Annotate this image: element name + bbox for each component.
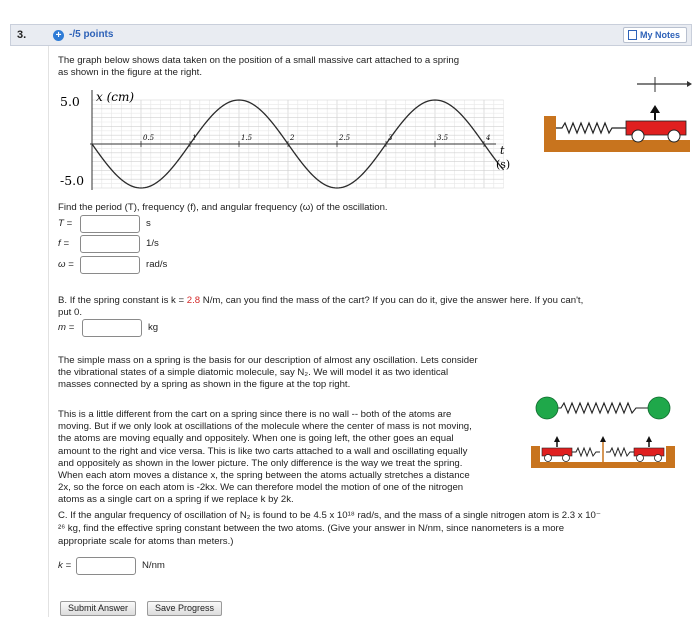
para2-line-1: The simple mass on a spring is the basis for our description of almost any oscillation. Lets consider	[58, 355, 478, 366]
answer-row-frequency	[58, 235, 258, 253]
partB-line-2: put 0.	[58, 307, 83, 318]
intro-line-1: The graph below shows data taken on the position of a small massive cart attached to a spring	[58, 55, 460, 66]
question-number: 3.	[17, 29, 27, 41]
angular-frequency-label: ω =	[58, 259, 74, 270]
right-spring	[606, 448, 634, 456]
y-bottom-label: -5.0	[60, 173, 85, 188]
position-time-graph	[56, 86, 516, 196]
spring-constant-unit: N/nm	[142, 560, 165, 571]
question-header	[10, 24, 692, 46]
para3-line: 2x, so the force on each atom is -2kx. We can therefore model the motion of one of the nitrogen	[58, 482, 464, 494]
x-tick-label: 2.5	[339, 134, 351, 142]
x-tick-label: 4	[486, 134, 491, 142]
partB-text-pre: B. If the spring constant is k =	[58, 295, 187, 306]
points-label: -/5 points	[69, 29, 114, 40]
mass-input[interactable]	[82, 319, 142, 337]
save-progress-button[interactable]: Save Progress	[147, 601, 222, 616]
x-axis-label: t	[500, 144, 505, 157]
angular-frequency-input[interactable]	[80, 256, 140, 274]
atom-right	[648, 397, 670, 419]
para3-line: and oppositely as shown in the lower picture. The only difference is the way we treat the spring.	[58, 457, 463, 469]
frequency-unit: 1/s	[146, 238, 159, 249]
submit-answer-button[interactable]: Submit Answer	[60, 601, 136, 616]
y-axis-label: x (cm)	[96, 90, 135, 104]
content-divider	[48, 46, 49, 617]
partC-line-2: ²⁶ kg, find the effective spring constant between the two atoms. (Give your answer in N/nm, since nanometers is a more	[58, 523, 565, 534]
x-axis-unit: (s)	[496, 158, 511, 171]
cart-wheel-right	[668, 130, 680, 142]
para3-line: the atoms are moving equally and oppositely. When one is going left, the other goes an equal	[58, 433, 454, 445]
frequency-label: f =	[58, 238, 69, 249]
para3-line: When each atom moves a distance x, the spring between the atoms actually stretches a distance	[58, 470, 470, 481]
partB-line-1	[58, 295, 583, 308]
para2-line-2: the vibrational states of a simple diatomic molecule, say N₂. We will model it as two identical	[58, 367, 449, 378]
period-unit: s	[146, 218, 151, 229]
para2-line-3: masses connected by a spring as shown in the figure at the top right.	[58, 379, 351, 390]
right-cart-arrow-icon	[646, 436, 652, 442]
partA-prompt: Find the period (T), frequency (f), and angular frequency (ω) of the oscillation.	[58, 202, 388, 213]
partB-text-post: N/m, can you find the mass of the cart? If you can do it, give the answer here. If you can't,	[200, 295, 584, 306]
x-tick-label: 0.5	[143, 134, 155, 142]
partC-line-3: appropriate scale for atoms than meters.)	[58, 536, 234, 547]
left-cart-arrow-icon	[554, 436, 560, 442]
spring-constant-input[interactable]	[76, 557, 136, 575]
atom-left	[536, 397, 558, 419]
my-notes-button[interactable]	[623, 27, 687, 43]
para3-line: This is a little different from the cart on a spring since there is no wall -- both of the atoms are	[58, 409, 452, 420]
cart-wheel-left	[632, 130, 644, 142]
diatomic-molecule-figure	[528, 392, 678, 472]
mass-label: m =	[58, 322, 75, 333]
y-top-label: 5.0	[60, 94, 80, 109]
molecule-spring	[556, 403, 650, 413]
para3-line: atoms as a single cart on a spring if we replace k by 2k.	[58, 494, 294, 506]
spring-constant-label: k =	[58, 560, 72, 571]
answer-row-spring-constant	[58, 557, 258, 575]
cart-spring-figure	[522, 72, 692, 177]
x-tick-label: 3.5	[437, 134, 449, 142]
expand-plus-icon[interactable]: +	[53, 30, 64, 41]
spring-constant-value: 2.8	[186, 295, 201, 306]
x-tick-label: 2	[290, 134, 295, 142]
x-tick-labels	[92, 134, 490, 147]
para3-line: amount to the right and vice versa. This is like two carts attached to a wall and oscillating equally	[58, 445, 468, 457]
answer-row-mass	[58, 319, 258, 337]
mass-unit: kg	[148, 322, 159, 333]
x-tick-label: 3	[388, 134, 393, 142]
para3-line: moving. But if we only look at oscillations of the molecule where the center of mass is not moving,	[58, 421, 472, 433]
spring	[556, 123, 626, 133]
notes-icon	[628, 30, 637, 40]
left-spring	[572, 448, 600, 456]
period-label: T =	[58, 218, 73, 229]
my-notes-label: My Notes	[639, 30, 680, 40]
angular-frequency-unit: rad/s	[146, 259, 168, 270]
partC-line-1: C. If the angular frequency of oscillation of N₂ is found to be 4.5 x 10¹⁸ rad/s, and the mass of a single nitrogen atom is 2.3 x 10⁻	[58, 510, 601, 521]
cart-arrow-up-icon	[650, 105, 660, 113]
answer-row-period	[58, 215, 258, 233]
answer-row-angular-frequency	[58, 256, 258, 274]
floor	[531, 462, 675, 468]
intro-line-2: as shown in the figure at the right.	[58, 67, 202, 78]
period-input[interactable]	[80, 215, 140, 233]
axis-arrowhead	[687, 81, 692, 87]
x-tick-label: 1.5	[241, 134, 253, 142]
frequency-input[interactable]	[80, 235, 140, 253]
x-tick-label: 1	[192, 134, 197, 142]
center-arrow-icon	[600, 436, 606, 442]
